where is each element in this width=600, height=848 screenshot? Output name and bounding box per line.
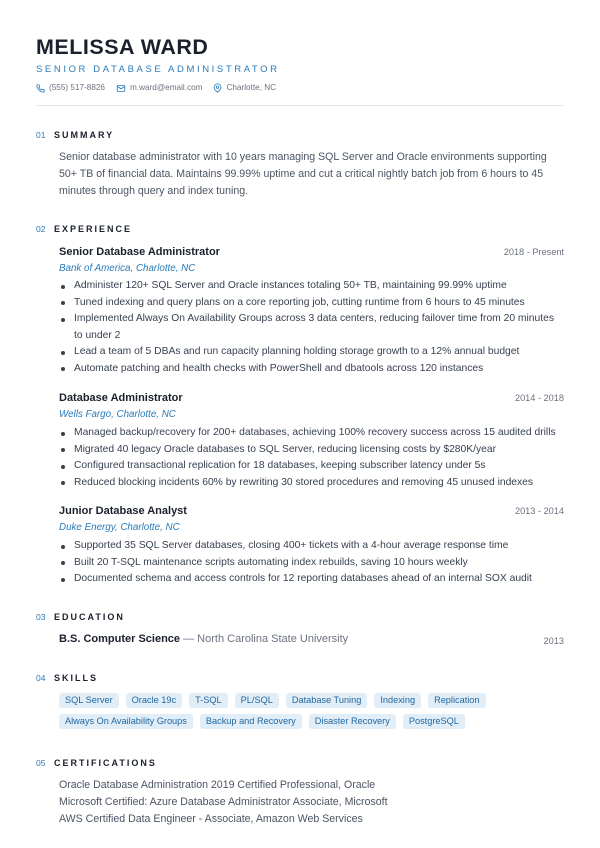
skill-chip: Oracle 19c — [126, 693, 182, 708]
summary-section-number: 01 — [36, 130, 46, 140]
candidate-name: MELISSA WARD — [36, 35, 209, 59]
job-dates: 2014 - 2018 — [514, 393, 564, 403]
skill-chip: T-SQL — [189, 693, 228, 708]
job-company: Wells Fargo, Charlotte, NC — [59, 409, 176, 420]
email-text: m.ward@email.com — [130, 83, 203, 92]
phone-text: (555) 517-8826 — [49, 83, 105, 92]
skills-list — [59, 693, 564, 735]
education-section-title: EDUCATION — [54, 612, 125, 622]
certifications-list — [59, 777, 564, 827]
education-section-number: 03 — [36, 612, 46, 622]
bullet-item: Reduced blocking incidents 60% by rewriting 30 stored procedures and removing 45 unused indexes — [59, 475, 564, 492]
skill-chip: Indexing — [374, 693, 421, 708]
skill-chip: Database Tuning — [286, 693, 367, 708]
skill-chip: PL/SQL — [235, 693, 279, 708]
job-bullets — [59, 538, 564, 588]
summary-section-title: SUMMARY — [54, 130, 115, 140]
skill-chip: Backup and Recovery — [200, 714, 302, 729]
bullet-item: Administer 120+ SQL Server and Oracle instances totaling 50+ TB, maintaining 99.99% uptime — [59, 278, 564, 295]
job-dates: 2018 - Present — [503, 247, 564, 257]
contact-bar — [36, 82, 287, 94]
header-divider — [36, 105, 564, 106]
bullet-item: Built 20 T-SQL maintenance scripts automating index rebuilds, saving 10 hours weekly — [59, 555, 564, 572]
certification-item: Microsoft Certified: Azure Database Administrator Associate, Microsoft — [59, 795, 388, 808]
bullet-item: Migrated 40 legacy Oracle databases to SQL Server, reducing licensing costs by $280K/year — [59, 442, 564, 459]
map-pin-icon — [213, 83, 222, 93]
bullet-item: Tuned indexing and query plans on a core reporting job, cutting runtime from 6 hours to 45 minutes — [59, 295, 564, 312]
certifications-section-title: CERTIFICATIONS — [54, 758, 157, 768]
certification-item: Oracle Database Administration 2019 Certified Professional, Oracle — [59, 779, 376, 791]
education-year: 2013 — [543, 636, 564, 646]
job-bullets — [59, 278, 564, 378]
skills-section-title: SKILLS — [54, 673, 99, 683]
job-title: Junior Database Analyst — [59, 505, 187, 517]
bullet-item: Implemented Always On Availability Groups across 3 data centers, reducing failover time from 20 minutes to under 2 — [59, 311, 564, 344]
education-entry — [59, 632, 348, 646]
bullet-item: Documented schema and access controls for 12 reporting databases ahead of an internal SOX audit — [59, 571, 564, 588]
bullet-item: Configured transactional replication for 18 databases, keeping subscriber latency under 5s — [59, 458, 564, 475]
candidate-title: SENIOR DATABASE ADMINISTRATOR — [36, 64, 280, 75]
bullet-item: Managed backup/recovery for 200+ databases, achieving 100% recovery success across 15 audited drills — [59, 425, 564, 442]
certification-item: AWS Certified Data Engineer - Associate, Amazon Web Services — [59, 812, 363, 825]
summary-text: Senior database administrator with 10 years managing SQL Server and Oracle environments supporting 50+ TB of financial data. Maintains 99.99% uptime and cut a critical nightly batch job from 6 hours to 45 minutes through query and index tuning. — [59, 151, 547, 197]
certifications-section-number: 05 — [36, 758, 46, 768]
skills-section-number: 04 — [36, 673, 46, 683]
job-dates: 2013 - 2014 — [514, 506, 564, 516]
contact-email[interactable] — [116, 82, 202, 94]
skill-chip: Always On Availability Groups — [59, 714, 193, 729]
job-title: Database Administrator — [59, 392, 183, 404]
bullet-item: Automate patching and health checks with PowerShell and dbatools across 120 instances — [59, 361, 564, 378]
contact-phone — [36, 82, 105, 94]
education-separator: — — [183, 633, 195, 645]
contact-location — [213, 82, 276, 94]
skill-chip: Disaster Recovery — [309, 714, 396, 729]
degree: B.S. Computer Science — [59, 633, 181, 645]
skill-chip: PostgreSQL — [403, 714, 465, 729]
bullet-item: Lead a team of 5 DBAs and run capacity planning holding storage growth to a 12% annual budget — [59, 344, 564, 361]
experience-section-number: 02 — [36, 224, 46, 234]
skill-chip: Replication — [428, 693, 485, 708]
job-company: Bank of America, Charlotte, NC — [59, 263, 196, 274]
job-title: Senior Database Administrator — [59, 246, 220, 258]
job-company: Duke Energy, Charlotte, NC — [59, 522, 180, 533]
job-bullets — [59, 425, 564, 491]
bullet-item: Supported 35 SQL Server databases, closing 400+ tickets with a 4-hour average response time — [59, 538, 564, 555]
skill-chip: SQL Server — [59, 693, 119, 708]
phone-icon — [36, 84, 45, 93]
school: North Carolina State University — [197, 633, 349, 645]
experience-section-title: EXPERIENCE — [54, 224, 133, 234]
mail-icon — [116, 84, 126, 93]
location-text: Charlotte, NC — [226, 83, 277, 92]
